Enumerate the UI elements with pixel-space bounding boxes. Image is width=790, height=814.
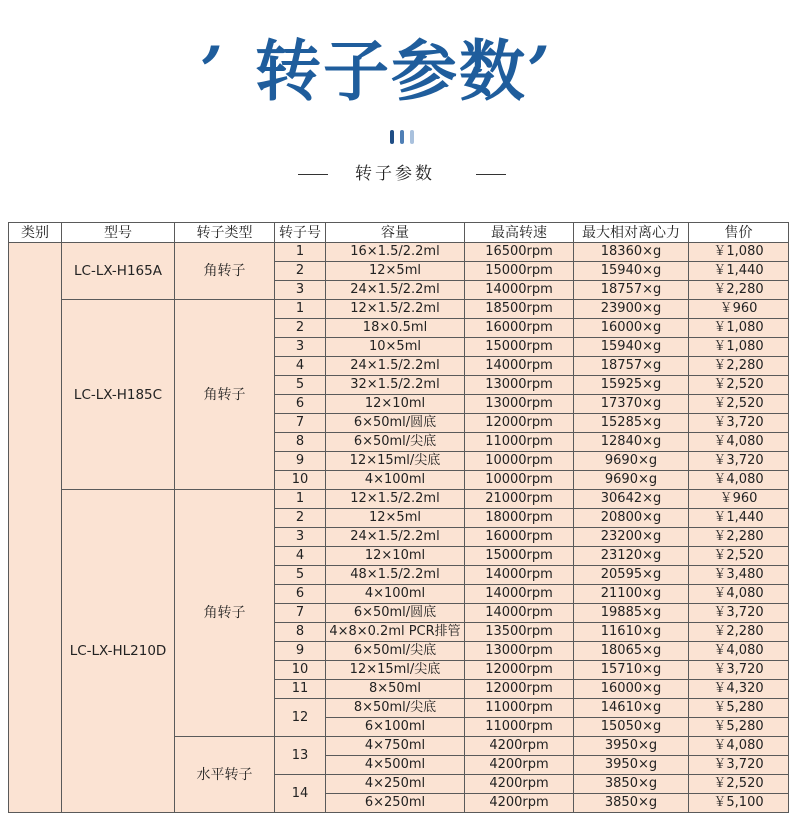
price-cell: ￥2,520	[689, 775, 789, 794]
subtitle-left-rule	[298, 174, 328, 175]
table-row	[9, 490, 789, 509]
decor-dots	[388, 130, 418, 144]
capacity-cell: 8×50ml/尖底	[326, 699, 465, 718]
category-cell	[9, 243, 62, 813]
rotor-type-cell: 水平转子	[175, 737, 275, 813]
rotor-no-cell: 7	[275, 414, 326, 433]
max-speed-cell: 18500rpm	[465, 300, 574, 319]
capacity-cell: 6×50ml/圆底	[326, 604, 465, 623]
rotor-spec-table	[8, 222, 789, 813]
rotor-no-cell: 4	[275, 547, 326, 566]
title-open-mark: ’	[200, 32, 225, 110]
max-speed-cell: 12000rpm	[465, 680, 574, 699]
rotor-no-cell: 12	[275, 699, 326, 737]
rotor-no-cell: 6	[275, 585, 326, 604]
rotor-no-cell: 4	[275, 357, 326, 376]
page-title	[200, 28, 552, 115]
price-cell: ￥4,080	[689, 433, 789, 452]
rotor-no-cell: 10	[275, 471, 326, 490]
rotor-type-cell: 角转子	[175, 490, 275, 737]
price-cell: ￥3,720	[689, 661, 789, 680]
capacity-cell: 4×250ml	[326, 775, 465, 794]
rotor-no-cell: 2	[275, 319, 326, 338]
price-cell: ￥1,080	[689, 319, 789, 338]
table-header-row	[9, 223, 789, 243]
max-speed-cell: 11000rpm	[465, 699, 574, 718]
rotor-no-cell: 8	[275, 433, 326, 452]
rotor-no-cell: 1	[275, 490, 326, 509]
max-rcf-cell: 18360×g	[574, 243, 689, 262]
price-cell: ￥3,720	[689, 756, 789, 775]
max-speed-cell: 12000rpm	[465, 414, 574, 433]
rotor-no-cell: 5	[275, 376, 326, 395]
price-cell: ￥960	[689, 300, 789, 319]
max-rcf-cell: 11610×g	[574, 623, 689, 642]
price-cell: ￥5,280	[689, 718, 789, 737]
max-rcf-cell: 9690×g	[574, 471, 689, 490]
max-speed-cell: 14000rpm	[465, 357, 574, 376]
capacity-cell: 16×1.5/2.2ml	[326, 243, 465, 262]
capacity-cell: 4×8×0.2ml PCR排管	[326, 623, 465, 642]
max-rcf-cell: 18757×g	[574, 281, 689, 300]
price-cell: ￥2,520	[689, 547, 789, 566]
max-rcf-cell: 15940×g	[574, 262, 689, 281]
col-header-price: 售价	[689, 223, 789, 243]
max-speed-cell: 11000rpm	[465, 433, 574, 452]
price-cell: ￥960	[689, 490, 789, 509]
max-speed-cell: 13000rpm	[465, 395, 574, 414]
capacity-cell: 12×15ml/尖底	[326, 661, 465, 680]
max-speed-cell: 15000rpm	[465, 547, 574, 566]
price-cell: ￥4,080	[689, 737, 789, 756]
rotor-no-cell: 10	[275, 661, 326, 680]
col-header-rotor-type: 转子类型	[175, 223, 275, 243]
max-rcf-cell: 20595×g	[574, 566, 689, 585]
rotor-no-cell: 3	[275, 338, 326, 357]
max-rcf-cell: 3850×g	[574, 775, 689, 794]
capacity-cell: 6×250ml	[326, 794, 465, 813]
capacity-cell: 12×1.5/2.2ml	[326, 490, 465, 509]
model-cell: LC-LX-H185C	[62, 300, 175, 490]
price-cell: ￥3,720	[689, 414, 789, 433]
subtitle: 转子参数	[355, 164, 435, 184]
max-speed-cell: 16000rpm	[465, 528, 574, 547]
capacity-cell: 12×10ml	[326, 395, 465, 414]
max-speed-cell: 21000rpm	[465, 490, 574, 509]
col-header-model: 型号	[62, 223, 175, 243]
price-cell: ￥1,080	[689, 243, 789, 262]
max-rcf-cell: 23900×g	[574, 300, 689, 319]
price-cell: ￥4,080	[689, 585, 789, 604]
max-speed-cell: 14000rpm	[465, 585, 574, 604]
max-rcf-cell: 21100×g	[574, 585, 689, 604]
price-cell: ￥4,080	[689, 642, 789, 661]
max-speed-cell: 15000rpm	[465, 262, 574, 281]
capacity-cell: 12×15ml/尖底	[326, 452, 465, 471]
max-speed-cell: 4200rpm	[465, 794, 574, 813]
max-rcf-cell: 17370×g	[574, 395, 689, 414]
model-cell: LC-LX-HL210D	[62, 490, 175, 813]
capacity-cell: 12×1.5/2.2ml	[326, 300, 465, 319]
max-speed-cell: 14000rpm	[465, 604, 574, 623]
max-speed-cell: 4200rpm	[465, 775, 574, 794]
decor-dot	[400, 130, 404, 144]
price-cell: ￥2,280	[689, 623, 789, 642]
col-header-capacity: 容量	[326, 223, 465, 243]
max-rcf-cell: 23200×g	[574, 528, 689, 547]
table-row	[9, 243, 789, 262]
price-cell: ￥5,100	[689, 794, 789, 813]
max-speed-cell: 4200rpm	[465, 737, 574, 756]
col-header-rotor-no: 转子号	[275, 223, 326, 243]
rotor-type-cell: 角转子	[175, 243, 275, 300]
rotor-no-cell: 13	[275, 737, 326, 775]
capacity-cell: 4×100ml	[326, 585, 465, 604]
capacity-cell: 24×1.5/2.2ml	[326, 357, 465, 376]
max-rcf-cell: 15285×g	[574, 414, 689, 433]
max-speed-cell: 10000rpm	[465, 471, 574, 490]
col-header-max-speed: 最高转速	[465, 223, 574, 243]
max-rcf-cell: 30642×g	[574, 490, 689, 509]
capacity-cell: 12×5ml	[326, 262, 465, 281]
capacity-cell: 24×1.5/2.2ml	[326, 281, 465, 300]
capacity-cell: 32×1.5/2.2ml	[326, 376, 465, 395]
max-rcf-cell: 15925×g	[574, 376, 689, 395]
rotor-no-cell: 6	[275, 395, 326, 414]
max-speed-cell: 13000rpm	[465, 376, 574, 395]
capacity-cell: 24×1.5/2.2ml	[326, 528, 465, 547]
price-cell: ￥5,280	[689, 699, 789, 718]
rotor-no-cell: 5	[275, 566, 326, 585]
page-title-text: 转子参数	[254, 33, 527, 110]
max-rcf-cell: 23120×g	[574, 547, 689, 566]
rotor-no-cell: 1	[275, 300, 326, 319]
price-cell: ￥4,320	[689, 680, 789, 699]
price-cell: ￥3,480	[689, 566, 789, 585]
capacity-cell: 8×50ml	[326, 680, 465, 699]
max-rcf-cell: 15710×g	[574, 661, 689, 680]
rotor-no-cell: 7	[275, 604, 326, 623]
max-rcf-cell: 19885×g	[574, 604, 689, 623]
capacity-cell: 12×5ml	[326, 509, 465, 528]
model-cell: LC-LX-H165A	[62, 243, 175, 300]
rotor-no-cell: 9	[275, 642, 326, 661]
max-speed-cell: 4200rpm	[465, 756, 574, 775]
max-rcf-cell: 3850×g	[574, 794, 689, 813]
max-rcf-cell: 16000×g	[574, 319, 689, 338]
rotor-no-cell: 2	[275, 262, 326, 281]
capacity-cell: 4×500ml	[326, 756, 465, 775]
max-speed-cell: 12000rpm	[465, 661, 574, 680]
max-speed-cell: 13500rpm	[465, 623, 574, 642]
rotor-no-cell: 3	[275, 281, 326, 300]
max-speed-cell: 14000rpm	[465, 281, 574, 300]
table-row	[9, 300, 789, 319]
max-speed-cell: 18000rpm	[465, 509, 574, 528]
capacity-cell: 4×750ml	[326, 737, 465, 756]
max-rcf-cell: 16000×g	[574, 680, 689, 699]
max-rcf-cell: 12840×g	[574, 433, 689, 452]
page-header	[0, 28, 790, 118]
capacity-cell: 10×5ml	[326, 338, 465, 357]
price-cell: ￥4,080	[689, 471, 789, 490]
decor-dot	[390, 130, 394, 144]
capacity-cell: 6×50ml/尖底	[326, 433, 465, 452]
rotor-no-cell: 3	[275, 528, 326, 547]
col-header-max-rcf: 最大相对离心力	[574, 223, 689, 243]
rotor-no-cell: 9	[275, 452, 326, 471]
col-header-category: 类别	[9, 223, 62, 243]
subtitle-row	[0, 160, 790, 188]
price-cell: ￥1,440	[689, 509, 789, 528]
rotor-type-cell: 角转子	[175, 300, 275, 490]
capacity-cell: 6×100ml	[326, 718, 465, 737]
max-speed-cell: 13000rpm	[465, 642, 574, 661]
max-rcf-cell: 15940×g	[574, 338, 689, 357]
max-speed-cell: 16000rpm	[465, 319, 574, 338]
max-rcf-cell: 20800×g	[574, 509, 689, 528]
price-cell: ￥2,520	[689, 376, 789, 395]
price-cell: ￥1,080	[689, 338, 789, 357]
subtitle-right-rule	[476, 174, 506, 175]
capacity-cell: 48×1.5/2.2ml	[326, 566, 465, 585]
price-cell: ￥3,720	[689, 452, 789, 471]
max-rcf-cell: 14610×g	[574, 699, 689, 718]
price-cell: ￥2,280	[689, 357, 789, 376]
max-speed-cell: 16500rpm	[465, 243, 574, 262]
rotor-no-cell: 1	[275, 243, 326, 262]
capacity-cell: 6×50ml/尖底	[326, 642, 465, 661]
price-cell: ￥2,280	[689, 281, 789, 300]
rotor-no-cell: 11	[275, 680, 326, 699]
capacity-cell: 6×50ml/圆底	[326, 414, 465, 433]
rotor-no-cell: 8	[275, 623, 326, 642]
rotor-no-cell: 2	[275, 509, 326, 528]
max-rcf-cell: 3950×g	[574, 756, 689, 775]
capacity-cell: 4×100ml	[326, 471, 465, 490]
price-cell: ￥2,520	[689, 395, 789, 414]
max-rcf-cell: 18757×g	[574, 357, 689, 376]
max-speed-cell: 15000rpm	[465, 338, 574, 357]
max-speed-cell: 11000rpm	[465, 718, 574, 737]
capacity-cell: 12×10ml	[326, 547, 465, 566]
max-rcf-cell: 18065×g	[574, 642, 689, 661]
max-speed-cell: 14000rpm	[465, 566, 574, 585]
price-cell: ￥1,440	[689, 262, 789, 281]
max-speed-cell: 10000rpm	[465, 452, 574, 471]
rotor-no-cell: 14	[275, 775, 326, 813]
max-rcf-cell: 3950×g	[574, 737, 689, 756]
max-rcf-cell: 9690×g	[574, 452, 689, 471]
max-rcf-cell: 15050×g	[574, 718, 689, 737]
decor-dot	[410, 130, 414, 144]
price-cell: ￥3,720	[689, 604, 789, 623]
capacity-cell: 18×0.5ml	[326, 319, 465, 338]
price-cell: ￥2,280	[689, 528, 789, 547]
title-close-mark: ’	[526, 32, 552, 110]
